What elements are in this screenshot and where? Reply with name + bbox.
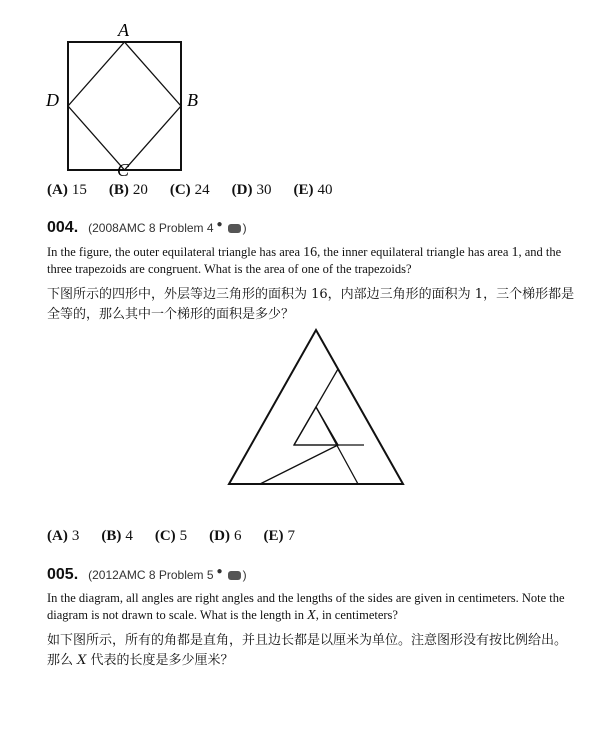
answer-choices-2 <box>47 528 317 545</box>
problem-source[interactable]: (2012AMC 8 Problem 5 ● ) <box>88 566 247 582</box>
triangle-figure <box>220 325 410 490</box>
choice-a[interactable]: (A) 15 <box>47 182 87 198</box>
choice-d[interactable]: (D) 6 <box>209 528 242 544</box>
trapezoid-edge-2 <box>260 445 338 484</box>
problem-004-text-en: In the figure, the outer equilateral triangle has area 16, the inner equilateral triangle has area 1, and the three trapezoids are congruent. What is the area of one of the trapezoids? <box>47 245 562 276</box>
problem-source[interactable]: (2008AMC 8 Problem 4 ● ) <box>88 219 247 235</box>
label-left: D <box>46 90 59 110</box>
label-top: A <box>118 20 129 40</box>
choice-c[interactable]: (C) 5 <box>154 528 188 544</box>
answer-choices-1 <box>47 182 354 199</box>
trapezoid-edge-5 <box>316 369 338 407</box>
video-icon[interactable] <box>228 571 241 580</box>
choice-b[interactable]: (B) 4 <box>101 528 133 544</box>
square-figure <box>40 18 220 178</box>
choice-e[interactable]: (E) 7 <box>263 528 295 544</box>
problem-004-header <box>47 219 247 237</box>
problem-number: 004. <box>47 219 79 236</box>
label-bottom: C <box>117 160 130 178</box>
inner-rotated-square <box>68 42 181 170</box>
problem-005-text-cn: 如下图所示，所有的角都是直角，并且边长都是以厘米为单位。注意图形没有按比例给出。那么 X 代表的长度是多少厘米？ <box>47 633 568 668</box>
problem-004-text-cn: 下图所示的四形中，外层等边三角形的面积为 16，内部边三角形的面积为 1，三个梯形都是全等的，那么其中一个梯形的面积是多少？ <box>47 287 575 322</box>
choice-b[interactable]: (B) 20 <box>108 182 148 198</box>
problem-number: 005. <box>47 566 79 583</box>
trapezoid-edge-4 <box>294 407 316 445</box>
choice-c[interactable]: (C) 24 <box>169 182 210 198</box>
outer-square <box>68 42 181 170</box>
problem-005-text-en: In the diagram, all angles are right angles and the lengths of the sides are given in centimeters. Note the diagram is not drawn to scale. What is the length in X, in centimeters? <box>47 591 565 623</box>
problem-005-header <box>47 566 247 584</box>
choice-a[interactable]: (A) 3 <box>47 528 80 544</box>
inner-triangle <box>294 407 338 445</box>
choice-e[interactable]: (E) 40 <box>293 182 333 198</box>
label-right: B <box>187 90 198 110</box>
choice-d[interactable]: (D) 30 <box>231 182 272 198</box>
video-icon[interactable] <box>228 224 241 233</box>
